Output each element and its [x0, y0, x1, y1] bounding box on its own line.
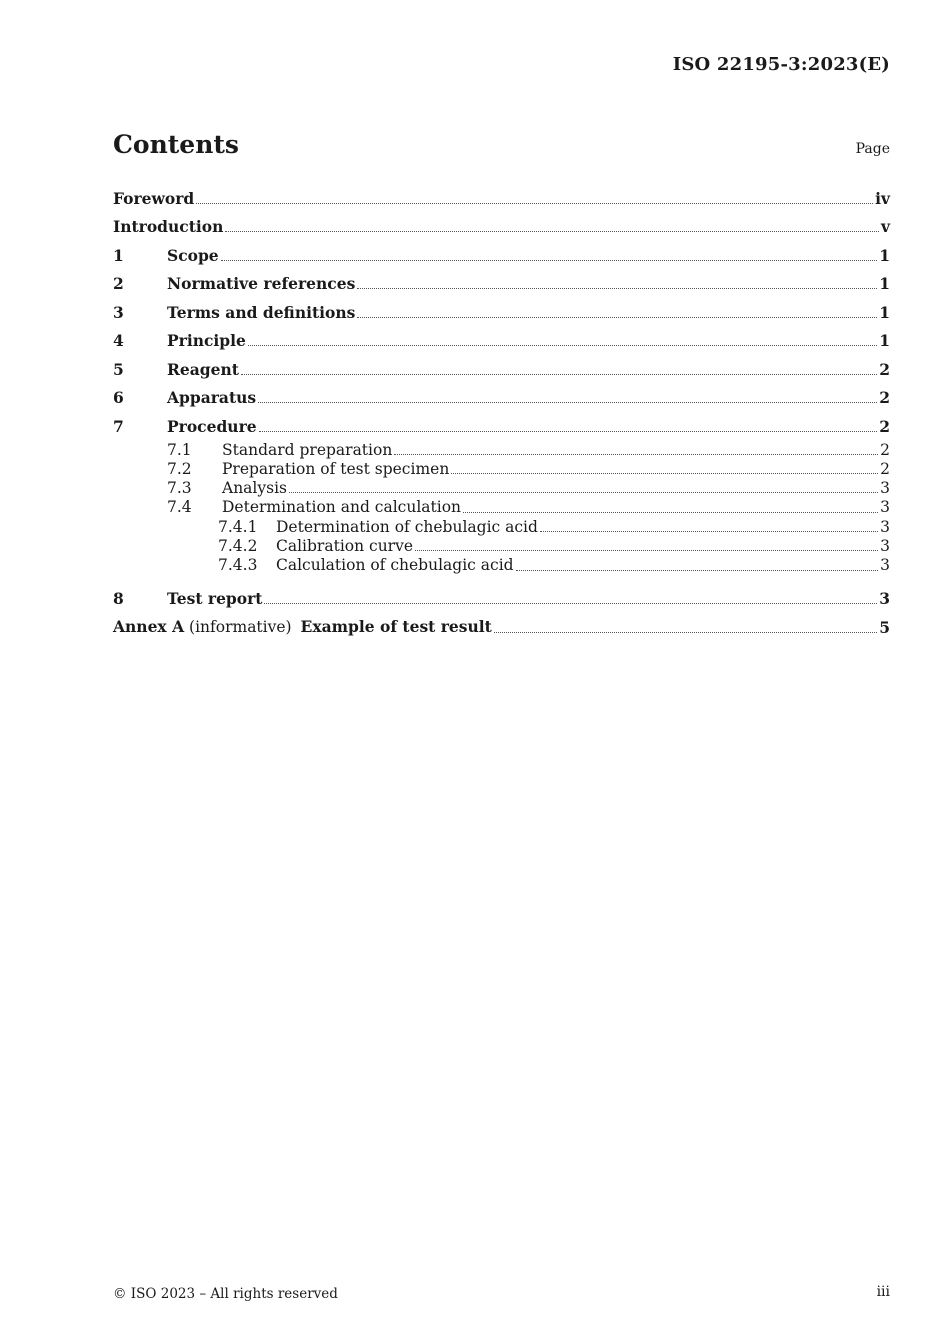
toc-entry-number: 7.3 [167, 479, 192, 498]
leader-dots [259, 431, 878, 432]
toc-entry-number: 1 [113, 245, 124, 265]
toc-entry-page: 3 [880, 517, 890, 536]
toc-entry-page: 3 [880, 536, 890, 555]
contents-header [113, 130, 890, 159]
leader-dots [357, 317, 877, 318]
toc-entry-scope[interactable] [113, 241, 890, 270]
leader-dots [258, 402, 877, 403]
annex-title: Example of test result [300, 617, 492, 637]
toc-entry-page: 1 [879, 302, 890, 322]
toc-entry-page: v [880, 217, 890, 237]
toc-entry-calculation-of-chebulagic-acid[interactable] [113, 556, 890, 575]
toc-entry-number: 7.4.2 [218, 536, 258, 555]
leader-dots [494, 632, 877, 633]
leader-dots [516, 570, 879, 571]
toc-entry-number: 5 [113, 359, 124, 379]
toc-entry-label: Determination of chebulagic acid [276, 517, 538, 536]
contents-title: Contents [113, 130, 240, 159]
toc-entry-number: 6 [113, 388, 124, 408]
toc-entry-number: 7.4.3 [218, 556, 258, 575]
table-of-contents [113, 184, 890, 642]
toc-entry-label: Normative references [167, 274, 356, 294]
leader-dots [241, 374, 877, 375]
toc-entry-page: 5 [879, 617, 890, 637]
toc-entry-number: 7.1 [167, 440, 192, 459]
toc-entry-label: Foreword [113, 188, 195, 208]
toc-entry-page: 2 [879, 359, 890, 379]
toc-entry-page: 1 [879, 274, 890, 294]
toc-entry-page: 2 [879, 388, 890, 408]
toc-entry-calibration-curve[interactable] [113, 537, 890, 556]
toc-entry-label [113, 617, 492, 637]
toc-entry-page: 3 [880, 556, 890, 575]
leader-dots [394, 454, 878, 455]
leader-dots [248, 345, 877, 346]
toc-entry-page: 2 [880, 459, 890, 478]
leader-dots [540, 531, 878, 532]
toc-entry-test-report[interactable] [113, 585, 890, 614]
toc-entry-number: 7.4.1 [218, 517, 258, 536]
toc-entry-apparatus[interactable] [113, 384, 890, 413]
toc-entry-label: Analysis [222, 479, 287, 498]
toc-entry-label: Calculation of chebulagic acid [276, 556, 514, 575]
toc-entry-standard-preparation[interactable] [113, 441, 890, 460]
toc-entry-number: 8 [113, 589, 124, 609]
toc-entry-page: 2 [879, 416, 890, 436]
toc-entry-label: Calibration curve [276, 536, 414, 555]
toc-entry-introduction[interactable] [113, 213, 890, 242]
toc-entry-label: Terms and definitions [167, 302, 356, 322]
toc-entry-number: 7.4 [167, 498, 192, 517]
toc-entry-principle[interactable] [113, 327, 890, 356]
copyright-notice: © ISO 2023 – All rights reserved [113, 1286, 338, 1302]
toc-entry-determination-of-chebulagic-acid[interactable] [113, 518, 890, 537]
toc-entry-page: 1 [879, 245, 890, 265]
toc-entry-annex-a[interactable] [113, 613, 890, 642]
toc-entry-label: Principle [167, 331, 246, 351]
toc-entry-number: 2 [113, 274, 124, 294]
page-column-label: Page [855, 141, 890, 157]
toc-entry-number: 7.2 [167, 459, 192, 478]
toc-entry-page: 3 [879, 589, 890, 609]
toc-entry-label: Standard preparation [222, 440, 393, 459]
toc-entry-page: 3 [880, 479, 890, 498]
toc-entry-number: 7 [113, 416, 124, 436]
toc-entry-determination-and-calculation[interactable] [113, 498, 890, 517]
toc-entry-label: Scope [167, 245, 219, 265]
toc-entry-label: Preparation of test specimen [222, 459, 450, 478]
toc-entry-normative-references[interactable] [113, 270, 890, 299]
toc-entry-label: Test report [167, 589, 263, 609]
leader-dots [463, 512, 878, 513]
toc-entry-number: 4 [113, 331, 124, 351]
leader-dots [221, 260, 878, 261]
toc-entry-label: Introduction [113, 217, 224, 237]
toc-entry-page: 3 [880, 498, 890, 517]
toc-entry-analysis[interactable] [113, 479, 890, 498]
toc-entry-label: Determination and calculation [222, 498, 462, 517]
toc-entry-label: Apparatus [167, 388, 257, 408]
toc-entry-page: 1 [879, 331, 890, 351]
leader-dots [415, 550, 878, 551]
leader-dots [289, 492, 878, 493]
toc-entry-preparation-of-test-specimen[interactable] [113, 460, 890, 479]
leader-dots [196, 203, 873, 204]
toc-entry-reagent[interactable] [113, 355, 890, 384]
toc-entry-page: 2 [880, 440, 890, 459]
toc-entry-terms-and-definitions[interactable] [113, 298, 890, 327]
page-number: iii [876, 1284, 890, 1300]
leader-dots [357, 288, 877, 289]
leader-dots [225, 231, 879, 232]
toc-entry-label: Procedure [167, 416, 257, 436]
toc-entry-procedure[interactable] [113, 412, 890, 441]
annex-qualifier: (informative) [189, 618, 292, 637]
leader-dots [264, 603, 877, 604]
toc-entry-page: iv [875, 188, 890, 208]
annex-prefix: Annex A [113, 617, 185, 637]
toc-entry-foreword[interactable] [113, 184, 890, 213]
toc-entry-label: Reagent [167, 359, 239, 379]
document-identifier: ISO 22195-3:2023(E) [672, 54, 890, 75]
leader-dots [451, 473, 878, 474]
toc-entry-number: 3 [113, 302, 124, 322]
